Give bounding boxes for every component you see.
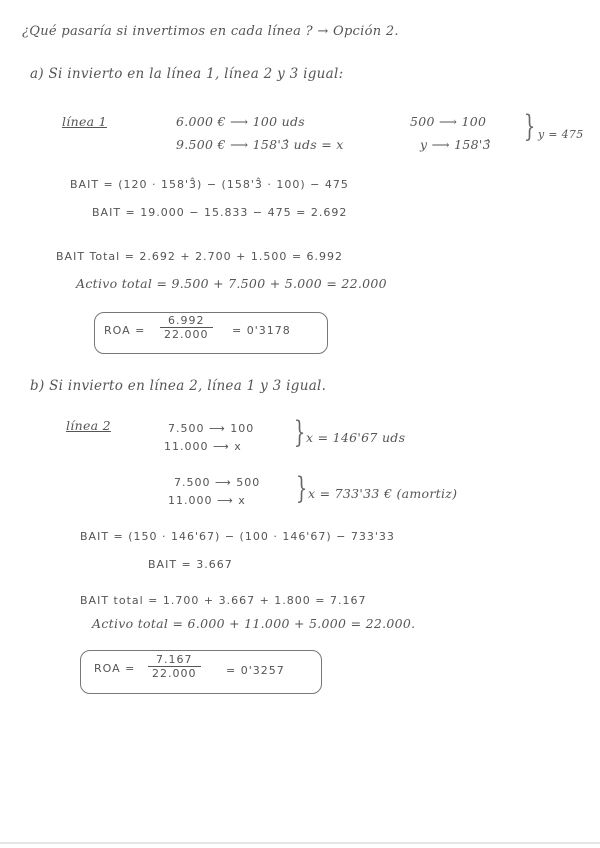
- brace: }: [523, 109, 536, 144]
- part-a-rule-4: y ⟶ 158'3̂: [420, 137, 491, 152]
- part-b-rule-1-result: x = 146'67 uds: [306, 430, 406, 445]
- part-b-heading: b) Si invierto en línea 2, línea 1 y 3 igual.: [30, 378, 327, 394]
- part-b-activo-total: Activo total = 6.000 + 11.000 + 5.000 = 22.000.: [92, 616, 416, 631]
- part-b-line-label: línea 2: [66, 418, 111, 433]
- part-a-roa-numerator: 6.992: [160, 314, 213, 328]
- part-b-rule-2-result: x = 733'33 € (amortiz): [308, 486, 458, 501]
- part-b-roa-denominator: 22.000: [152, 667, 197, 680]
- brace: }: [293, 415, 306, 450]
- part-b-bait-1: BAIT = (150 · 146'67) − (100 · 146'67) − 733'33: [80, 530, 395, 543]
- part-a-roa-denominator: 22.000: [164, 328, 209, 341]
- brace: }: [295, 471, 308, 506]
- part-a-line-label: línea 1: [62, 114, 107, 129]
- part-a-activo-total: Activo total = 9.500 + 7.500 + 5.000 = 22.000: [76, 276, 387, 291]
- part-b-rule-1b: 11.000 ⟶ x: [164, 440, 242, 453]
- part-a-heading: a) Si invierto en la línea 1, línea 2 y 3 igual:: [30, 66, 344, 82]
- page-title: ¿Qué pasaría si invertimos en cada línea ? → Opción 2.: [22, 24, 399, 39]
- part-a-rule-result: y = 475: [538, 128, 584, 141]
- part-b-rule-1a: 7.500 ⟶ 100: [168, 422, 255, 435]
- part-a-rule-2: 9.500 € ⟶ 158'3̂ uds = x: [176, 137, 344, 152]
- part-b-roa-label: ROA =: [94, 662, 136, 675]
- part-a-rule-1: 6.000 € ⟶ 100 uds: [176, 114, 305, 129]
- part-b-roa-numerator: 7.167: [148, 653, 201, 667]
- part-a-bait-total: BAIT Total = 2.692 + 2.700 + 1.500 = 6.992: [56, 250, 344, 263]
- part-a-rule-3: 500 ⟶ 100: [410, 114, 487, 129]
- part-b-roa-fraction: [148, 653, 201, 680]
- part-b-bait-2: BAIT = 3.667: [148, 558, 233, 571]
- part-a-bait-1: BAIT = (120 · 158'3̂) − (158'3̂ · 100) − 475: [70, 178, 349, 191]
- part-b-rule-2b: 11.000 ⟶ x: [168, 494, 246, 507]
- part-b-roa-value: = 0'3257: [226, 664, 285, 677]
- part-b-rule-2a: 7.500 ⟶ 500: [174, 476, 261, 489]
- part-a-roa-value: = 0'3178: [232, 324, 291, 337]
- part-a-roa-fraction: [160, 314, 213, 341]
- part-b-bait-total: BAIT total = 1.700 + 3.667 + 1.800 = 7.167: [80, 594, 367, 607]
- part-a-roa-label: ROA =: [104, 324, 146, 337]
- page-bottom-edge: [0, 842, 600, 844]
- part-a-bait-2: BAIT = 19.000 − 15.833 − 475 = 2.692: [92, 206, 348, 219]
